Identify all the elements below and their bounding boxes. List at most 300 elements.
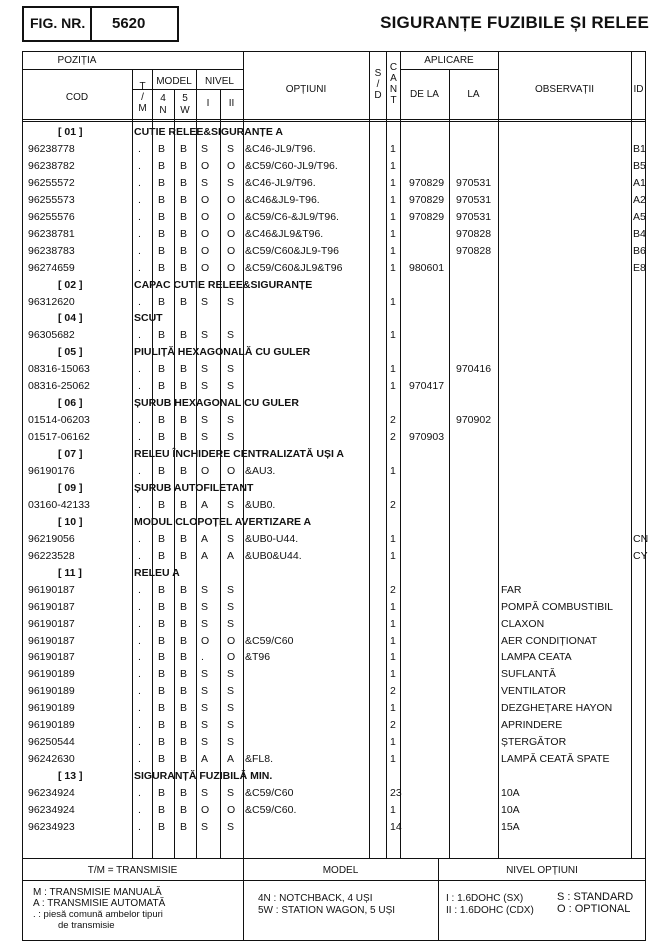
section-position: [ 06 ] <box>58 397 83 410</box>
table-row <box>0 497 665 514</box>
footer-tm-line: de transmisie <box>58 920 115 931</box>
model-4n-cell: B <box>158 244 166 257</box>
observation-cell: AER CONDIȚIONAT <box>501 634 598 647</box>
transmission-cell: . <box>138 651 141 664</box>
table-row <box>0 327 665 344</box>
quantity-cell: 1 <box>390 193 396 206</box>
model-5w-cell: B <box>180 583 188 596</box>
section-position: [ 07 ] <box>58 448 83 461</box>
model-5w-cell: B <box>180 685 188 698</box>
table-row <box>0 463 665 480</box>
quantity-cell: 1 <box>390 363 396 376</box>
section-name: RELEU ÎNCHIDERE CENTRALIZATĂ UȘI A <box>134 448 344 461</box>
observation-cell: SUFLANTĂ <box>501 668 556 681</box>
id-cell: B5 <box>633 159 646 172</box>
footer-legend-optional: O : OPTIONAL <box>557 903 631 915</box>
table-row <box>0 785 665 802</box>
section-position: [ 02 ] <box>58 278 83 291</box>
quantity-cell: 2 <box>390 498 396 511</box>
level-2-cell: O <box>227 244 236 257</box>
header-pozitia: POZIȚIA <box>57 55 97 66</box>
table-row <box>0 582 665 599</box>
level-2-cell: S <box>227 414 235 427</box>
table-row <box>0 751 665 768</box>
observation-cell: POMPĂ COMBUSTIBIL <box>501 600 614 613</box>
section-header-row <box>0 344 665 361</box>
transmission-cell: . <box>138 736 141 749</box>
header-observatii: OBSERVAȚII <box>534 84 595 95</box>
options-cell: &C46&JL9&T96. <box>245 227 324 240</box>
section-name: RELEU A <box>134 566 180 579</box>
table-row <box>0 260 665 277</box>
part-code: 96219056 <box>28 532 75 545</box>
model-5w-cell: B <box>180 363 188 376</box>
quantity-cell: 2 <box>390 719 396 732</box>
observation-cell: VENTILATOR <box>501 685 566 698</box>
part-code: 01517-06162 <box>28 431 90 444</box>
options-cell: &C46-JL9/T96. <box>245 176 316 189</box>
table-row <box>0 531 665 548</box>
part-code: 96312620 <box>28 295 75 308</box>
model-4n-cell: B <box>158 634 166 647</box>
section-name: MODUL CLOPOȚEL AVERTIZARE A <box>134 515 312 528</box>
table-row <box>0 141 665 158</box>
model-5w-cell: B <box>180 244 188 257</box>
quantity-cell: 1 <box>390 634 396 647</box>
options-cell: &T96 <box>245 651 271 664</box>
table-row <box>0 175 665 192</box>
header-cant <box>387 62 400 106</box>
divider <box>22 880 646 881</box>
observation-cell: 10A <box>501 804 520 816</box>
observation-cell: CLAXON <box>501 617 545 630</box>
section-header-row <box>0 514 665 531</box>
id-cell: A1 <box>633 176 646 189</box>
transmission-cell: . <box>138 668 141 681</box>
table-row <box>0 633 665 650</box>
model-4n-cell: B <box>158 261 166 274</box>
transmission-cell: . <box>138 804 141 816</box>
id-cell: A5 <box>633 210 646 223</box>
divider <box>22 119 646 120</box>
level-2-cell: S <box>227 363 235 376</box>
level-2-cell: O <box>227 261 236 274</box>
model-4n-cell: B <box>158 753 166 766</box>
section-header-row <box>0 480 665 497</box>
section-header-row <box>0 395 665 412</box>
transmission-cell: . <box>138 583 141 596</box>
model-5w-cell: B <box>180 804 188 816</box>
model-4n-cell: B <box>158 600 166 613</box>
to-date-cell: 970531 <box>456 210 492 223</box>
id-cell: A2 <box>633 193 646 206</box>
level-1-cell: S <box>201 719 209 732</box>
options-cell: &UB0. <box>245 498 276 511</box>
model-5w-cell: B <box>180 549 188 562</box>
quantity-cell: 1 <box>390 651 396 664</box>
level-2-cell: S <box>227 820 235 833</box>
table-row <box>0 226 665 243</box>
section-position: [ 05 ] <box>58 346 83 359</box>
part-code: 96234924 <box>28 787 75 800</box>
section-position: [ 10 ] <box>58 515 83 528</box>
level-1-cell: A <box>201 532 209 545</box>
figure-number: 5620 <box>112 15 146 32</box>
section-name: ȘURUB HEXAGONAL CU GULER <box>134 397 299 410</box>
model-4n-cell: B <box>158 159 166 172</box>
section-header-row <box>0 124 665 141</box>
level-1-cell: A <box>201 753 209 766</box>
to-date-cell: 970416 <box>456 363 492 376</box>
transmission-cell: . <box>138 600 141 613</box>
model-5w-cell: B <box>180 329 188 342</box>
part-code: 96238782 <box>28 159 75 172</box>
model-4n-cell: B <box>158 227 166 240</box>
model-4n-cell: B <box>158 804 166 816</box>
part-code: 08316-25062 <box>28 380 90 393</box>
transmission-cell: . <box>138 244 141 257</box>
transmission-cell: . <box>138 719 141 732</box>
level-1-cell: S <box>201 685 209 698</box>
quantity-cell: 1 <box>390 617 396 630</box>
section-name: SCUT <box>134 312 163 325</box>
model-4n-cell: B <box>158 820 166 833</box>
to-date-cell: 970531 <box>456 176 492 189</box>
part-code: 96238778 <box>28 142 75 155</box>
section-name: SIGURANȚĂ FUZIBILĂ MIN. <box>134 770 273 783</box>
section-header-row <box>0 446 665 463</box>
model-5w-cell: B <box>180 295 188 308</box>
model-5w-cell: B <box>180 159 188 172</box>
header-cant-1: C <box>389 62 398 73</box>
section-name: CAPAC CUTIE RELEE&SIGURANȚE <box>134 278 313 291</box>
header-cant-3: N <box>389 84 398 95</box>
model-4n-cell: B <box>158 549 166 562</box>
level-2-cell: S <box>227 329 235 342</box>
options-cell: &C59/C60 <box>245 634 294 647</box>
model-4n-cell: B <box>158 380 166 393</box>
part-code: 96190189 <box>28 702 75 715</box>
level-1-cell: S <box>201 668 209 681</box>
header-tm <box>133 81 152 114</box>
divider <box>22 121 646 122</box>
from-date-cell: 970417 <box>409 380 445 393</box>
header-4n-letter: N <box>159 105 167 116</box>
part-code: 96190187 <box>28 651 75 664</box>
level-1-cell: S <box>201 787 209 800</box>
table-row <box>0 802 665 819</box>
transmission-cell: . <box>138 498 141 511</box>
section-header-row <box>0 310 665 327</box>
observation-cell: ȘTERGĂTOR <box>501 736 567 749</box>
model-4n-cell: B <box>158 668 166 681</box>
part-code: 96190189 <box>28 685 75 698</box>
part-code: 96190187 <box>28 600 75 613</box>
observation-cell: DEZGHEȚARE HAYON <box>501 702 613 715</box>
level-2-cell: S <box>227 142 235 155</box>
model-5w-cell: B <box>180 176 188 189</box>
from-date-cell: 970829 <box>409 210 445 223</box>
quantity-cell: 1 <box>390 176 396 189</box>
transmission-cell: . <box>138 363 141 376</box>
model-5w-cell: B <box>180 617 188 630</box>
level-2-cell: S <box>227 617 235 630</box>
quantity-cell: 1 <box>390 261 396 274</box>
level-1-cell: S <box>201 583 209 596</box>
header-sd-3: D <box>374 90 382 101</box>
level-2-cell: O <box>227 159 236 172</box>
transmission-cell: . <box>138 193 141 206</box>
quantity-cell: 2 <box>390 685 396 698</box>
table-row <box>0 666 665 683</box>
section-header-row <box>0 565 665 582</box>
part-code: 96238783 <box>28 244 75 257</box>
transmission-cell: . <box>138 465 141 477</box>
model-4n-cell: B <box>158 295 166 308</box>
observation-cell: LAMPĂ CEATĂ SPATE <box>501 753 610 766</box>
observation-cell: 15A <box>501 820 520 833</box>
quantity-cell: 1 <box>390 702 396 715</box>
header-aplicare: APLICARE <box>424 55 474 66</box>
model-4n-cell: B <box>158 702 166 715</box>
level-2-cell: S <box>227 702 235 715</box>
level-1-cell: A <box>201 549 209 562</box>
from-date-cell: 970829 <box>409 193 445 206</box>
footer-model-title: MODEL <box>322 865 359 876</box>
model-5w-cell: B <box>180 431 188 444</box>
divider <box>90 8 92 40</box>
quantity-cell: 2 <box>390 583 396 596</box>
model-5w-cell: B <box>180 380 188 393</box>
transmission-cell: . <box>138 210 141 223</box>
part-code: 96255576 <box>28 210 75 223</box>
table-row <box>0 683 665 700</box>
part-code: 96274659 <box>28 261 75 274</box>
model-5w-cell: B <box>180 820 188 833</box>
quantity-cell: 1 <box>390 244 396 257</box>
footer-model-line: 4N : NOTCHBACK, 4 UȘI <box>258 893 373 904</box>
model-4n-cell: B <box>158 329 166 342</box>
part-code: 03160-42133 <box>28 498 90 511</box>
quantity-cell: 1 <box>390 549 396 562</box>
transmission-cell: . <box>138 634 141 647</box>
part-code: 96190189 <box>28 719 75 732</box>
model-4n-cell: B <box>158 142 166 155</box>
model-5w-cell: B <box>180 702 188 715</box>
model-5w-cell: B <box>180 753 188 766</box>
header-5w-num: 5 <box>182 93 188 104</box>
level-2-cell: S <box>227 431 235 444</box>
table-row <box>0 158 665 175</box>
from-date-cell: 970903 <box>409 431 445 444</box>
table-row <box>0 243 665 260</box>
model-5w-cell: B <box>180 787 188 800</box>
header-sd-1: S <box>374 68 382 79</box>
divider <box>22 858 646 859</box>
part-code: 96190189 <box>28 668 75 681</box>
quantity-cell: 1 <box>390 753 396 766</box>
level-2-cell: S <box>227 719 235 732</box>
header-nivel-1: I <box>206 98 210 109</box>
level-1-cell: S <box>201 329 209 342</box>
transmission-cell: . <box>138 753 141 766</box>
level-1-cell: S <box>201 176 209 189</box>
header-nivel: NIVEL <box>205 76 234 87</box>
transmission-cell: . <box>138 431 141 444</box>
quantity-cell: 14 <box>390 820 402 833</box>
quantity-cell: 1 <box>390 668 396 681</box>
to-date-cell: 970828 <box>456 227 492 240</box>
transmission-cell: . <box>138 227 141 240</box>
header-4n-num: 4 <box>160 93 166 104</box>
level-2-cell: S <box>227 736 235 749</box>
part-code: 96238781 <box>28 227 75 240</box>
model-4n-cell: B <box>158 210 166 223</box>
to-date-cell: 970531 <box>456 193 492 206</box>
level-2-cell: S <box>227 787 235 800</box>
part-code: 96190176 <box>28 465 75 477</box>
table-row <box>0 209 665 226</box>
model-4n-cell: B <box>158 532 166 545</box>
footer-nivel-title: NIVEL OPȚIUNI <box>506 865 578 876</box>
model-5w-cell: B <box>180 668 188 681</box>
level-1-cell: S <box>201 363 209 376</box>
header-sd <box>370 68 386 101</box>
model-4n-cell: B <box>158 465 166 477</box>
model-4n-cell: B <box>158 787 166 800</box>
model-5w-cell: B <box>180 142 188 155</box>
level-1-cell: O <box>201 634 210 647</box>
header-sd-2: / <box>376 79 380 90</box>
level-1-cell: S <box>201 295 209 308</box>
header-cod: COD <box>65 92 89 103</box>
model-5w-cell: B <box>180 465 188 477</box>
part-code: 96190187 <box>28 634 75 647</box>
model-5w-cell: B <box>180 414 188 427</box>
transmission-cell: . <box>138 685 141 698</box>
table-row <box>0 429 665 446</box>
header-la: LA <box>467 89 480 100</box>
level-1-cell: O <box>201 804 210 816</box>
level-2-cell: S <box>227 295 235 308</box>
level-2-cell: O <box>227 210 236 223</box>
transmission-cell: . <box>138 414 141 427</box>
footer-model-line: 5W : STATION WAGON, 5 UȘI <box>258 905 396 916</box>
page-title: SIGURANȚE FUZIBILE ȘI RELEE <box>380 13 649 32</box>
level-2-cell: O <box>227 651 236 664</box>
transmission-cell: . <box>138 617 141 630</box>
section-position: [ 13 ] <box>58 770 83 783</box>
section-position: [ 09 ] <box>58 481 83 494</box>
level-1-cell: O <box>201 210 210 223</box>
model-5w-cell: B <box>180 193 188 206</box>
options-cell: &FL8. <box>245 753 274 766</box>
model-4n-cell: B <box>158 685 166 698</box>
level-1-cell: S <box>201 820 209 833</box>
observation-cell: FAR <box>501 583 522 596</box>
model-5w-cell: B <box>180 736 188 749</box>
level-2-cell: O <box>227 193 236 206</box>
level-1-cell: S <box>201 736 209 749</box>
part-code: 96223528 <box>28 549 75 562</box>
part-code: 96234923 <box>28 820 75 833</box>
model-4n-cell: B <box>158 651 166 664</box>
table-row <box>0 700 665 717</box>
options-cell: &C59/C6-&JL9/T96. <box>245 210 339 223</box>
table-row <box>0 294 665 311</box>
part-code: 96242630 <box>28 753 75 766</box>
level-1-cell: S <box>201 702 209 715</box>
level-1-cell: O <box>201 193 210 206</box>
level-1-cell: A <box>201 498 209 511</box>
section-header-row <box>0 277 665 294</box>
model-5w-cell: B <box>180 210 188 223</box>
model-5w-cell: B <box>180 600 188 613</box>
level-2-cell: S <box>227 380 235 393</box>
id-cell: B1 <box>633 142 646 155</box>
transmission-cell: . <box>138 176 141 189</box>
model-5w-cell: B <box>180 532 188 545</box>
table-row <box>0 412 665 429</box>
id-cell: CY <box>633 549 648 562</box>
level-1-cell: S <box>201 380 209 393</box>
level-2-cell: O <box>227 634 236 647</box>
level-2-cell: O <box>227 804 236 816</box>
quantity-cell: 1 <box>390 227 396 240</box>
model-4n-cell: B <box>158 617 166 630</box>
header-de-la: DE LA <box>410 89 439 100</box>
observation-cell: LAMPA CEATA <box>501 651 572 664</box>
model-4n-cell: B <box>158 498 166 511</box>
model-5w-cell: B <box>180 498 188 511</box>
section-name: PIULIȚĂ HEXAGONALĂ CU GULER <box>134 346 311 359</box>
divider <box>22 69 244 70</box>
table-row <box>0 361 665 378</box>
header-5w-letter: W <box>180 105 190 116</box>
model-5w-cell: B <box>180 651 188 664</box>
table-row <box>0 717 665 734</box>
quantity-cell: 2 <box>390 431 396 444</box>
level-2-cell: S <box>227 532 235 545</box>
level-1-cell: O <box>201 244 210 257</box>
level-2-cell: S <box>227 176 235 189</box>
model-4n-cell: B <box>158 176 166 189</box>
options-cell: &C59/C60&JL9&T96 <box>245 261 343 274</box>
id-cell: CN <box>633 532 649 545</box>
footer-tm-line: M : TRANSMISIE MANUALĂ <box>33 887 162 898</box>
header-cant-4: T <box>390 95 397 106</box>
options-cell: &C59/C60&JL9-T96 <box>245 244 339 257</box>
header-model-4n <box>152 93 174 116</box>
quantity-cell: 1 <box>390 159 396 172</box>
id-cell: B4 <box>633 227 646 240</box>
transmission-cell: . <box>138 261 141 274</box>
level-1-cell: O <box>201 261 210 274</box>
header-tm-2: / <box>141 92 144 103</box>
model-4n-cell: B <box>158 719 166 732</box>
model-5w-cell: B <box>180 634 188 647</box>
footer-nivel-line: II : 1.6DOHC (CDX) <box>446 905 534 916</box>
model-5w-cell: B <box>180 719 188 732</box>
section-name: ȘURUB AUTOFILETANT <box>134 481 254 494</box>
level-2-cell: S <box>227 685 235 698</box>
from-date-cell: 980601 <box>409 261 445 274</box>
options-cell: &UB0&U44. <box>245 549 302 562</box>
quantity-cell: 1 <box>390 532 396 545</box>
table-row <box>0 734 665 751</box>
header-tm-3: M <box>138 103 147 114</box>
part-code: 96190187 <box>28 583 75 596</box>
